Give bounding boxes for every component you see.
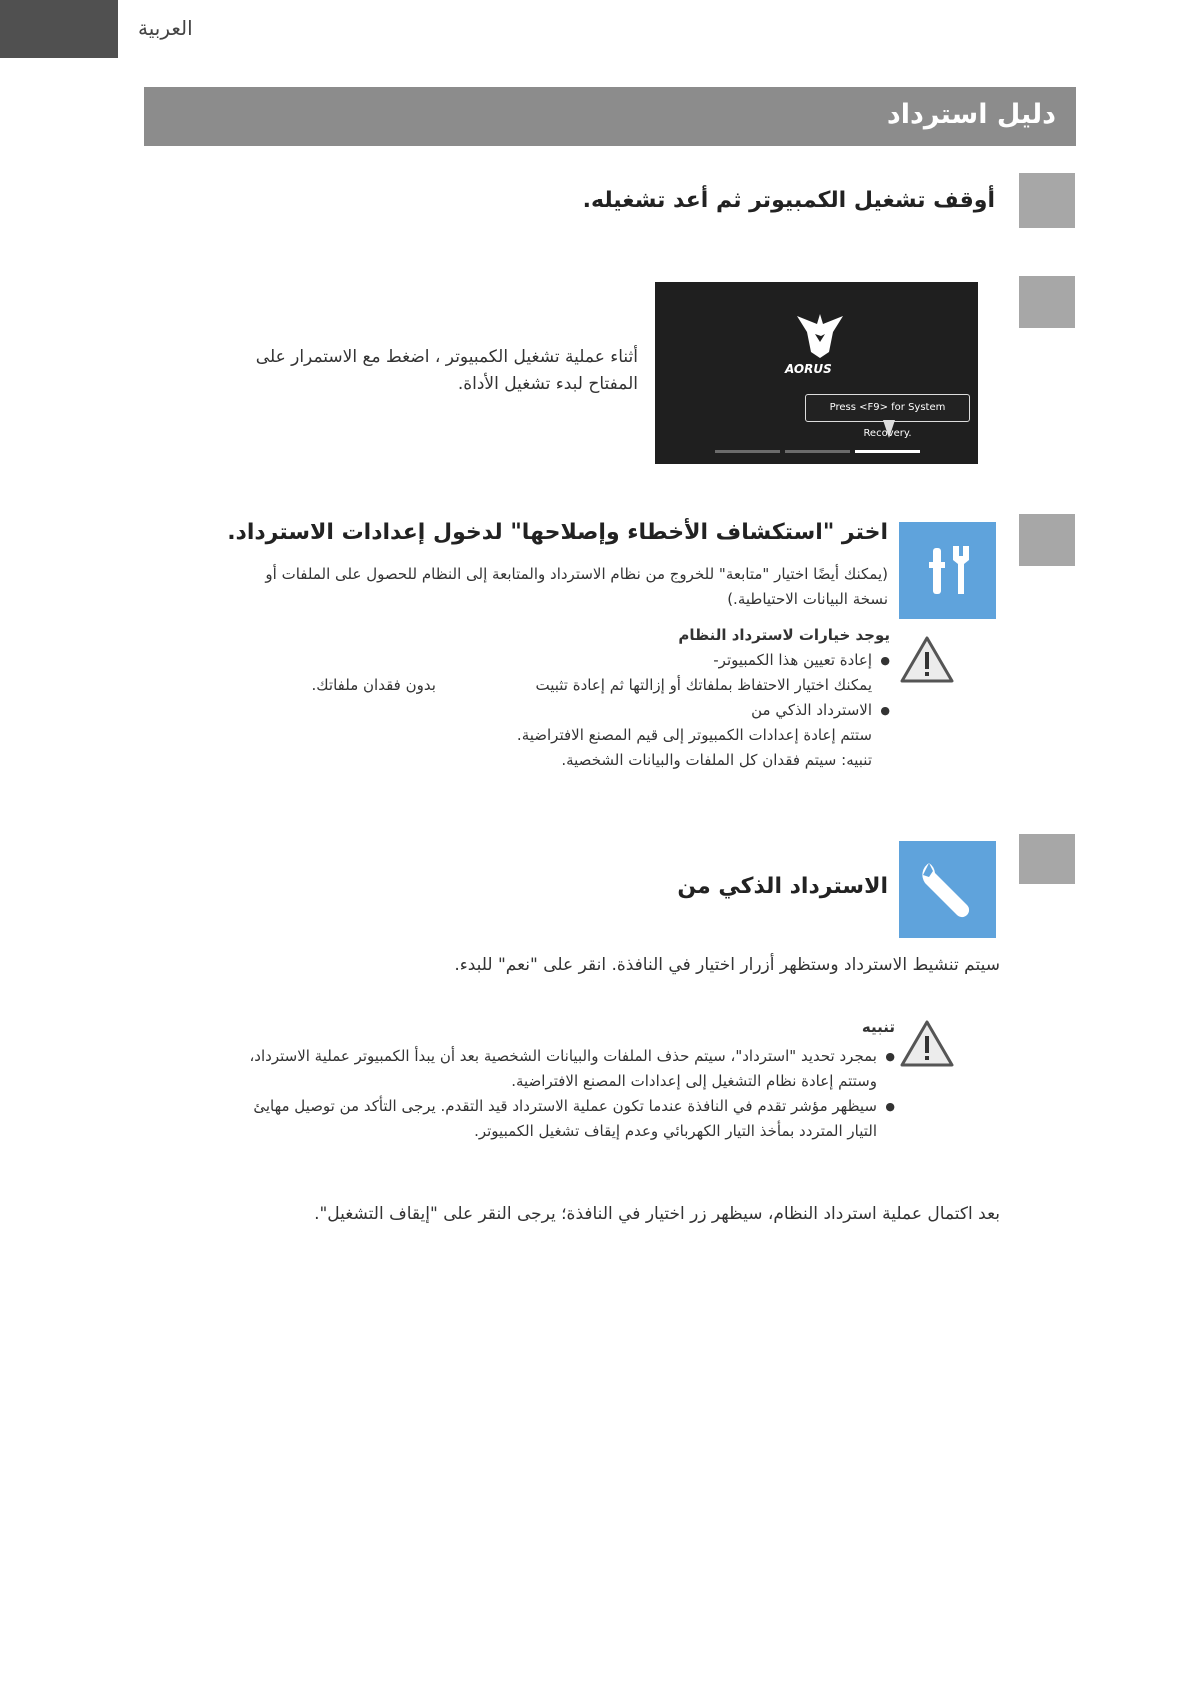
warning-1-line-1: ● بمجرد تحديد "استرداد"، سيتم حذف الملفات والبيانات الشخصية بعد أن يبدأ الكمبيوتر عملية الاسترداد، [249,1047,877,1065]
boot-screen-image [655,282,978,464]
step3-note-line-1: (يمكنك أيضًا اختيار "متابعة" للخروج من نظام الاسترداد والمتابعة إلى النظام للحصول على الملفات أو [265,565,888,583]
tools-icon [899,522,996,619]
recovery-options [210,623,890,773]
warning-1-line-2: وستتم إعادة نظام التشغيل إلى إعدادات المصنع الافتراضية. [511,1072,877,1090]
step4-warning [45,1015,895,1144]
option-reset [210,648,890,698]
warning-heading: تنبيه [861,1018,895,1036]
step1-title: أوقف تشغيل الكمبيوتر ثم أعد تشغيله. [582,188,995,213]
option-reset-desc-b: بدون فقدان ملفاتك. [311,676,436,694]
troubleshoot-tile [899,522,996,619]
warning-list [45,1044,895,1144]
options-list [210,648,890,723]
aorus-eagle-icon [795,312,845,360]
aorus-logo-text: AORUS [785,362,832,376]
warning-icon [899,635,955,685]
option-reset-desc-a: يمكنك اختيار الاحتفاظ بملفاتك أو إزالتها ثم إعادة تثبيت [535,676,872,694]
step3-note-line-2: نسخة البيانات الاحتياطية.) [727,590,888,608]
language-label: العربية [138,16,193,40]
progress-segment-active [855,450,920,453]
step-marker-4 [1019,834,1075,884]
warning-icon [899,1019,955,1069]
option-smart-recovery [210,698,890,723]
warning-item-1 [45,1044,895,1094]
prompt-pointer [883,420,895,438]
step-marker-2 [1019,276,1075,328]
option-smart-line-2: تنبيه: سيتم فقدان كل الملفات والبيانات الشخصية. [561,751,872,769]
option-reset-desc [210,673,872,698]
step-marker-3 [1019,514,1075,566]
option-smart-title: ● الاسترداد الذكي من [751,701,872,719]
page-title: دليل استرداد [886,99,1056,130]
step2-line-2: المفتاح لبدء تشغيل الأداة. [457,374,638,394]
corner-tab [0,0,118,58]
step2-instruction [178,344,638,398]
option-reset-title: ● إعادة تعيين هذا الكمبيوتر- [713,651,872,669]
progress-segment [785,450,850,453]
title-banner [144,87,1076,146]
f9-prompt: Press <F9> for System Recovery. [805,394,970,422]
option-smart-desc [210,723,890,773]
step3-title: اختر "استكشاف الأخطاء وإصلاحها" لدخول إعدادات الاسترداد. [227,520,888,545]
step-marker-1 [1019,173,1075,228]
warning-2-line-2: التيار المتردد بمأخذ التيار الكهربائي وعدم إيقاف تشغيل الكمبيوتر. [474,1122,877,1140]
smart-recovery-tile [899,841,996,938]
wrench-icon [899,841,996,938]
step2-line-1: أثناء عملية تشغيل الكمبيوتر ، اضغط مع الاستمرار على [255,347,638,367]
options-heading: يوجد خيارات لاسترداد النظام [678,626,890,644]
step4-body: سيتم تنشيط الاسترداد وستظهر أزرار اختيار في النافذة. انقر على "نعم" للبدء. [454,955,1000,975]
warning-item-2 [45,1094,895,1144]
step4-title: الاسترداد الذكي من [677,874,888,899]
option-smart-line-1: ستتم إعادة إعدادات الكمبيوتر إلى قيم المصنع الافتراضية. [516,726,872,744]
final-instruction: بعد اكتمال عملية استرداد النظام، سيظهر زر اختيار في النافذة؛ يرجى النقر على "إيقاف التشغيل". [314,1204,1000,1224]
warning-2-line-1: ● سيظهر مؤشر تقدم في النافذة عندما تكون عملية الاسترداد قيد التقدم. يرجى التأكد من توصيل مهايئ [253,1097,877,1115]
progress-segment [715,450,780,453]
step3-note [8,562,888,612]
